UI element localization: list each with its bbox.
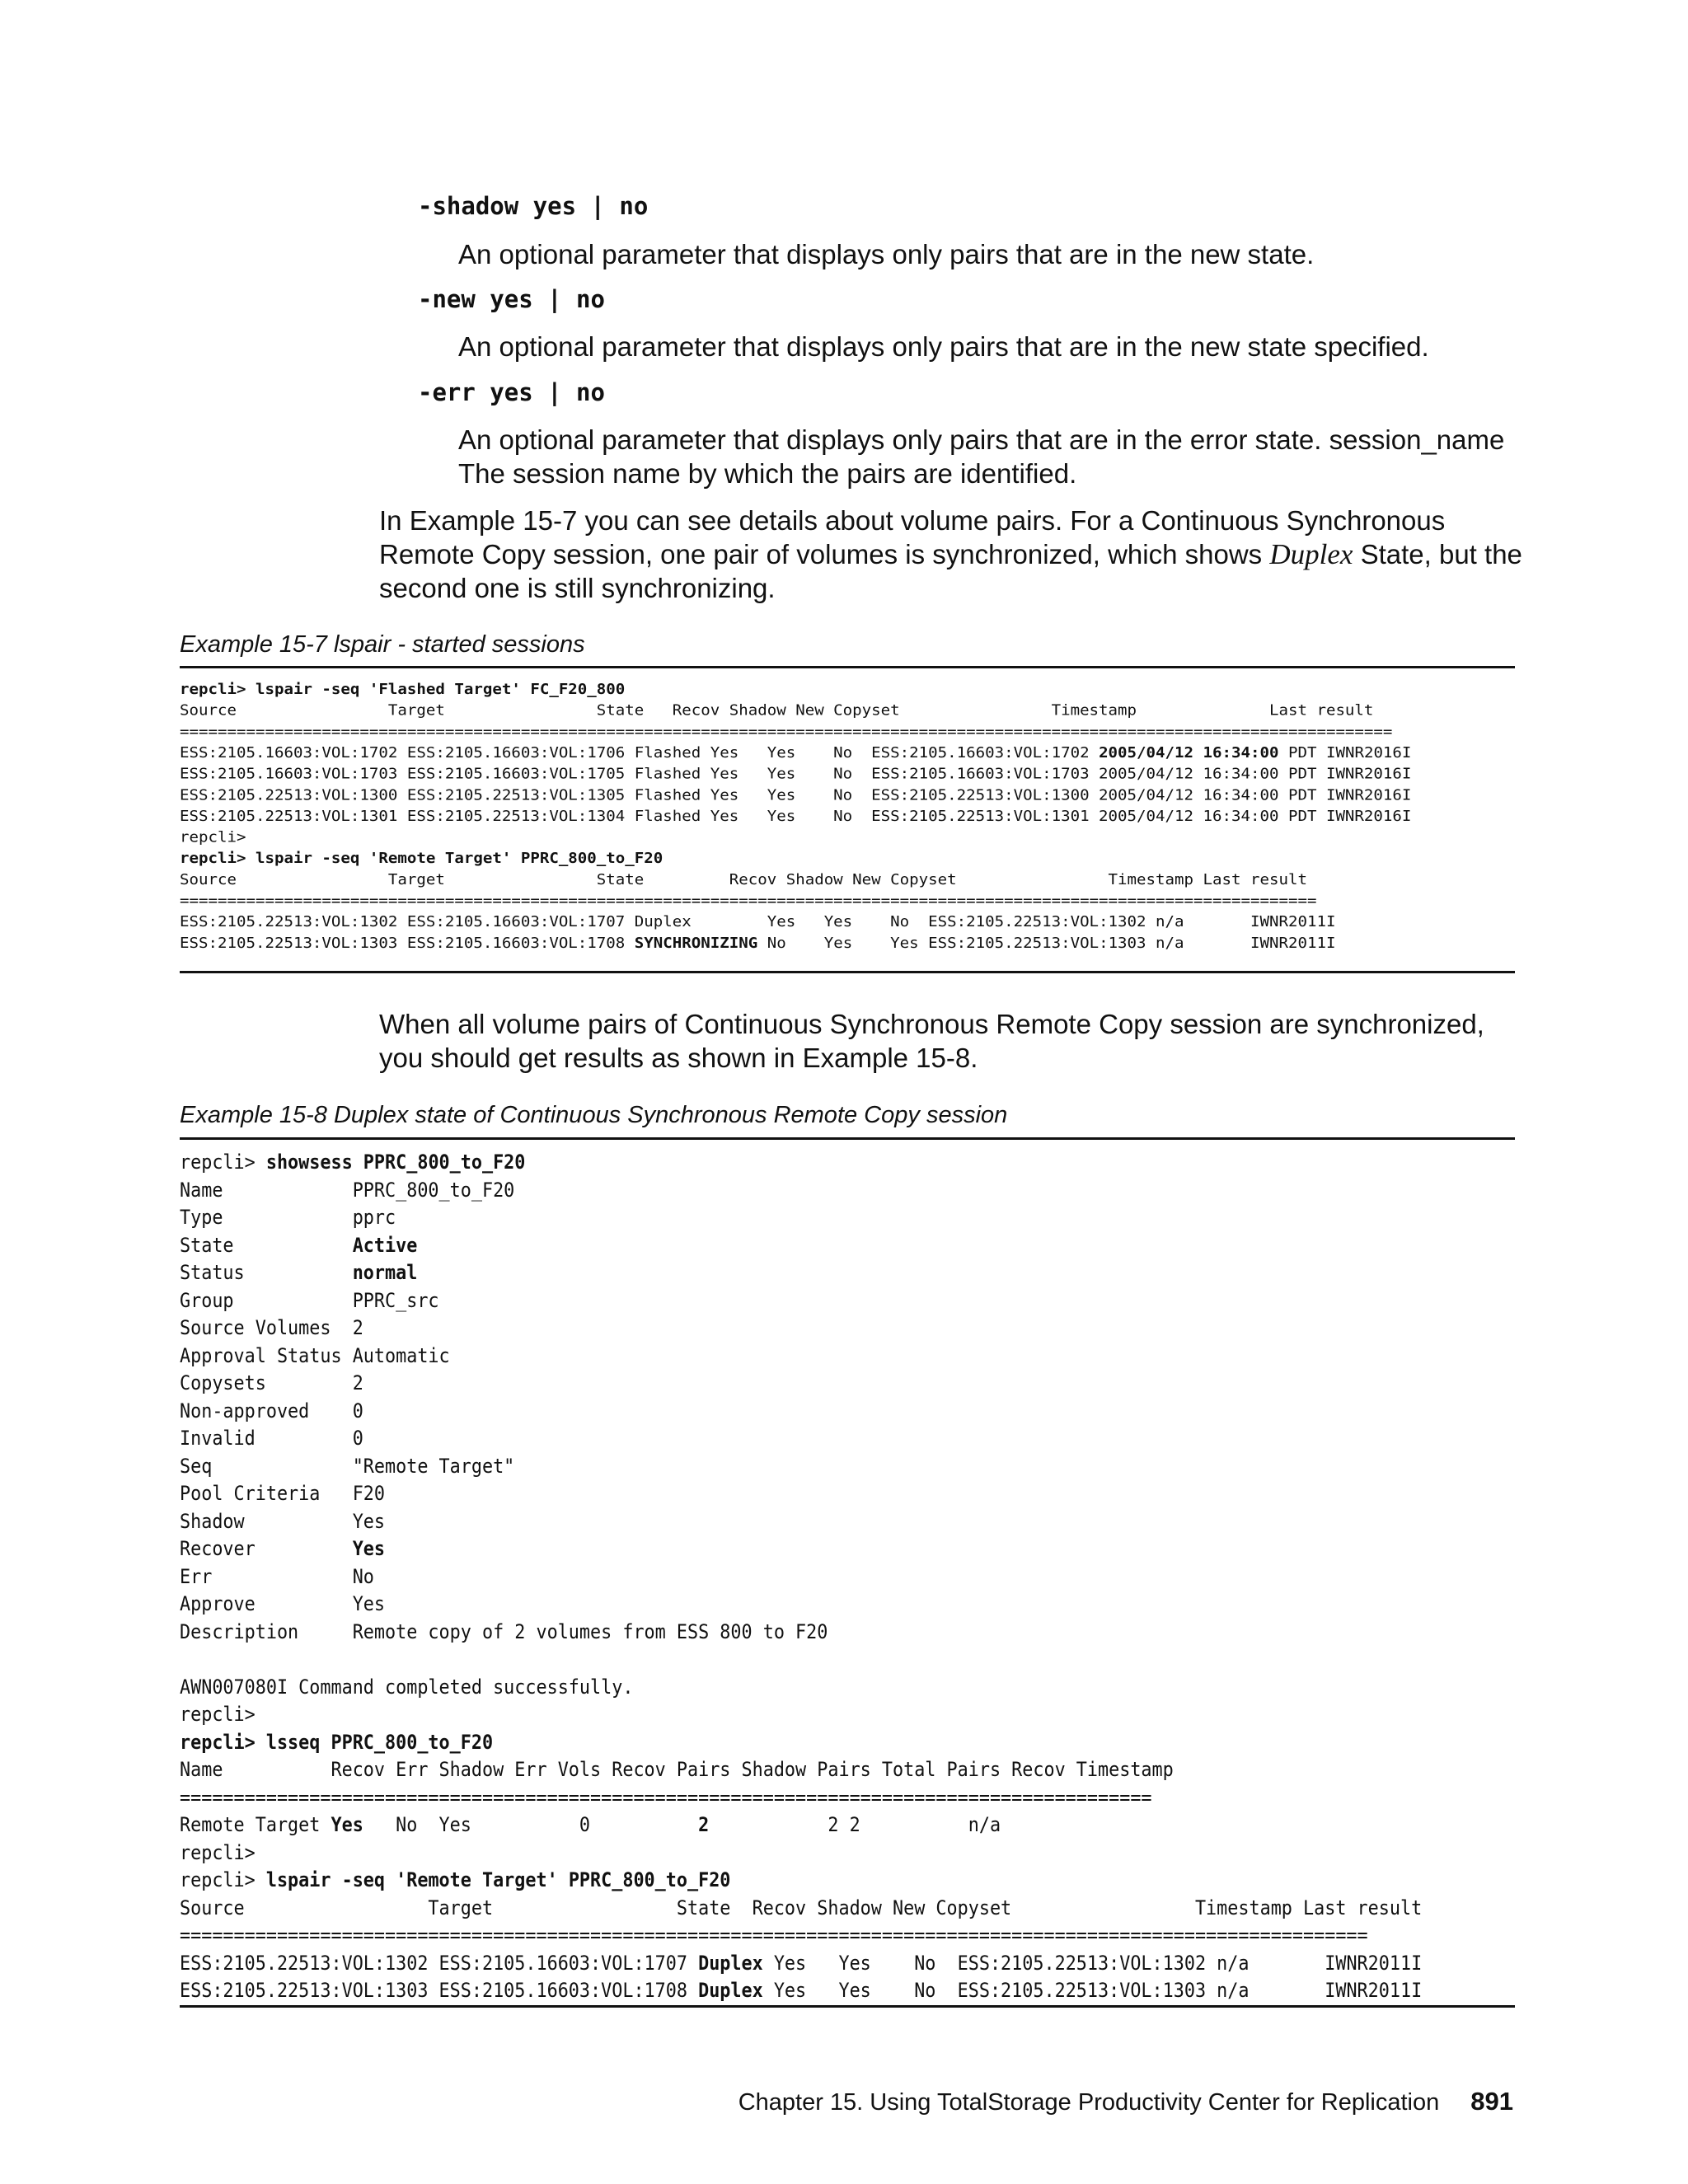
- code-line: [180, 1729, 1422, 1757]
- code-segment: State: [180, 1233, 353, 1257]
- code-segment: 2 2 n/a: [709, 1813, 1001, 1836]
- code-segment: Source Target State Recov Shadow New Copyset Timestamp Last result: [180, 1896, 1423, 1919]
- code-segment: Remote Target: [180, 1813, 331, 1836]
- code-segment: repcli>: [180, 1868, 266, 1891]
- page-number: 891: [1470, 2087, 1513, 2116]
- code-line: [180, 1315, 1422, 1343]
- code-line: [180, 1674, 1422, 1702]
- param-new-desc: An optional parameter that displays only pairs that are in the new state specified.: [458, 331, 1429, 362]
- intro-text-1: In Example 15-7 you can see details about volume pairs. For a Continuous Synchronous Remote Copy session, one pair of volumes is synchronized, which shows: [379, 505, 1446, 569]
- param-new-name: -new yes | no: [418, 285, 605, 313]
- code-segment: ==========================================================================================: [180, 1785, 1152, 1809]
- code-line: [180, 1370, 1422, 1398]
- intro-emphasis: Duplex: [1269, 538, 1353, 570]
- code-segment: ESS:2105.22513:VOL:1300 ESS:2105.22513:VOL:1305 Flashed Yes Yes No ESS:2105.22513:VOL:1300 2005/04/12 16:34:00 PDT IWNR2016I: [180, 785, 1412, 804]
- code-bold-segment: Yes: [331, 1813, 363, 1836]
- example-15-8-code: [180, 1149, 1422, 2005]
- code-bold-segment: Yes: [352, 1537, 386, 1560]
- code-bold-segment: Duplex: [698, 1951, 763, 1975]
- code-segment: ================================================================================================================================: [180, 722, 1393, 741]
- param-shadow-name: -shadow yes | no: [418, 192, 649, 220]
- code-segment: Source Target State Recov Shadow New Copyset Timestamp Last result: [180, 869, 1307, 888]
- code-line: [180, 1922, 1422, 1950]
- code-line: [180, 1840, 1422, 1868]
- code-line: [180, 1591, 1422, 1619]
- param-err-desc: An optional parameter that displays only pairs that are in the error state. session_name The session name by which the pairs are identified.: [458, 424, 1505, 489]
- param-shadow-desc: An optional parameter that displays only pairs that are in the new state.: [458, 239, 1315, 269]
- code-segment: Source Target State Recov Shadow New Copyset Timestamp Last result: [180, 701, 1374, 719]
- code-line: [180, 1895, 1422, 1923]
- code-line: [180, 1867, 1422, 1895]
- code-bold-segment: showsess PPRC_800_to_F20: [265, 1151, 526, 1174]
- code-segment: Group PPRC_src: [180, 1288, 439, 1312]
- code-line: [180, 1784, 1422, 1812]
- param-err-name: -err yes | no: [418, 378, 605, 406]
- code-line: [180, 890, 1411, 912]
- code-line: [180, 700, 1411, 721]
- example-15-7-code: [180, 678, 1411, 953]
- code-segment: Recover: [180, 1537, 353, 1560]
- code-line: [180, 1756, 1422, 1784]
- code-line: [180, 911, 1411, 932]
- code-segment: ESS:2105.22513:VOL:1303 ESS:2105.16603:VOL:1708: [180, 1979, 699, 2002]
- code-segment: Err No: [180, 1564, 374, 1588]
- code-segment: AWN007080I Command completed successfully.: [180, 1675, 634, 1699]
- code-segment: Name PPRC_800_to_F20: [180, 1178, 515, 1202]
- page-footer: [738, 2087, 1513, 2117]
- code-segment: Shadow Yes: [180, 1509, 386, 1533]
- code-bold-segment: SYNCHRONIZING: [634, 933, 758, 952]
- code-segment: Pool Criteria F20: [180, 1482, 386, 1505]
- code-segment: PDT IWNR2016I: [1278, 743, 1412, 762]
- example-15-7-bottom-rule: [180, 971, 1515, 973]
- intro-paragraph: [379, 504, 1533, 605]
- code-line: [180, 1811, 1422, 1840]
- code-segment: Name Recov Err Shadow Err Vols Recov Pairs Shadow Pairs Total Pairs Recov Timestamp: [180, 1758, 1174, 1781]
- code-segment: Copysets 2: [180, 1371, 363, 1394]
- code-segment: Yes Yes No ESS:2105.22513:VOL:1302 n/a IWNR2011I: [762, 1951, 1423, 1975]
- code-line: [180, 1259, 1422, 1287]
- middle-paragraph: When all volume pairs of Continuous Synchronous Remote Copy session are synchronized, you should get results as shown in Example 15-8.: [379, 1009, 1484, 1073]
- intro-text-2: State, but the second one is still synchronizing.: [379, 539, 1522, 603]
- example-15-7-top-rule: [180, 666, 1515, 668]
- code-line: [180, 1508, 1422, 1536]
- code-segment: ==============================================================================================================: [180, 1924, 1368, 1947]
- code-bold-segment: Duplex: [698, 1979, 763, 2002]
- code-line: [180, 1563, 1422, 1591]
- code-segment: Non-approved 0: [180, 1399, 363, 1422]
- code-bold-segment: lspair -seq 'Remote Target' PPRC_800_to_F20: [265, 1868, 731, 1891]
- code-segment: Approve Yes: [180, 1592, 386, 1615]
- code-line: [180, 763, 1411, 785]
- code-segment: repcli>: [180, 827, 246, 846]
- code-line: [180, 1232, 1422, 1260]
- code-line: [180, 1619, 1422, 1647]
- code-line: [180, 1149, 1422, 1177]
- code-bold-segment: repcli> lspair -seq 'Remote Target' PPRC_800_to_F20: [180, 849, 663, 867]
- code-line: [180, 1204, 1422, 1232]
- code-segment: ESS:2105.22513:VOL:1302 ESS:2105.16603:VOL:1707 Duplex Yes Yes No ESS:2105.22513:VOL:1302 n/a IWNR2011I: [180, 912, 1336, 930]
- code-bold-segment: Active: [352, 1233, 418, 1257]
- code-line: [180, 1701, 1422, 1729]
- code-segment: Source Volumes 2: [180, 1316, 363, 1339]
- code-bold-segment: normal: [352, 1261, 418, 1284]
- code-segment: Yes Yes No ESS:2105.22513:VOL:1303 n/a IWNR2011I: [762, 1979, 1423, 2002]
- code-segment: ESS:2105.22513:VOL:1301 ESS:2105.22513:VOL:1304 Flashed Yes Yes No ESS:2105.22513:VOL:1301 2005/04/12 16:34:00 PDT IWNR2016I: [180, 806, 1412, 825]
- code-line: [180, 827, 1411, 848]
- code-line: [180, 1398, 1422, 1426]
- code-bold-segment: repcli> lsseq PPRC_800_to_F20: [180, 1730, 494, 1754]
- code-line: [180, 1287, 1422, 1315]
- code-segment: repcli>: [180, 1151, 266, 1174]
- code-line: [180, 1977, 1422, 2005]
- code-bold-segment: 2: [698, 1813, 710, 1836]
- code-line: [180, 678, 1411, 700]
- code-line: [180, 742, 1411, 763]
- code-line: [180, 869, 1411, 890]
- code-line: [180, 1950, 1422, 1978]
- code-line: [180, 1177, 1422, 1205]
- code-segment: Invalid 0: [180, 1427, 363, 1450]
- example-15-8-bottom-rule: [180, 2005, 1515, 2008]
- code-bold-segment: 2005/04/12 16:34:00: [1099, 743, 1279, 762]
- code-segment: ESS:2105.22513:VOL:1302 ESS:2105.16603:VOL:1707: [180, 1951, 699, 1975]
- example-15-7-caption: Example 15-7 lspair - started sessions: [180, 631, 585, 658]
- code-bold-segment: repcli> lspair -seq 'Flashed Target' FC_F20_800: [180, 679, 626, 698]
- code-segment: Approval Status Automatic: [180, 1343, 450, 1367]
- code-line: [180, 1425, 1422, 1453]
- code-segment: ESS:2105.22513:VOL:1303 ESS:2105.16603:VOL:1708: [180, 933, 635, 952]
- code-segment: Seq "Remote Target": [180, 1454, 515, 1478]
- code-segment: ESS:2105.16603:VOL:1703 ESS:2105.16603:VOL:1705 Flashed Yes Yes No ESS:2105.16603:VOL:1703 2005/04/12 16:34:00 PDT IWNR2016I: [180, 764, 1412, 783]
- footer-chapter-title: Chapter 15. Using TotalStorage Productivity Center for Replication: [738, 2089, 1440, 2116]
- code-segment: ========================================================================================================================: [180, 891, 1317, 910]
- code-line: [180, 1343, 1422, 1371]
- code-segment: Status: [180, 1261, 353, 1284]
- code-segment: repcli>: [180, 1840, 256, 1864]
- code-line: [180, 1453, 1422, 1481]
- code-line: [180, 1646, 1422, 1674]
- code-segment: Type pprc: [180, 1206, 396, 1229]
- code-segment: No Yes Yes ESS:2105.22513:VOL:1303 n/a IWNR2011I: [757, 933, 1336, 952]
- code-line: [180, 784, 1411, 805]
- code-segment: ESS:2105.16603:VOL:1702 ESS:2105.16603:VOL:1706 Flashed Yes Yes No ESS:2105.16603:VOL:1702: [180, 743, 1100, 762]
- code-line: [180, 1535, 1422, 1563]
- code-segment: repcli>: [180, 1703, 256, 1726]
- code-line: [180, 720, 1411, 742]
- code-line: [180, 932, 1411, 954]
- example-15-8-caption: Example 15-8 Duplex state of Continuous Synchronous Remote Copy session: [180, 1102, 1008, 1128]
- example-15-8-top-rule: [180, 1137, 1515, 1140]
- code-line: [180, 847, 1411, 869]
- code-line: [180, 1480, 1422, 1508]
- code-line: [180, 805, 1411, 827]
- code-segment: No Yes 0: [363, 1813, 699, 1836]
- code-segment: Description Remote copy of 2 volumes from ESS 800 to F20: [180, 1619, 828, 1643]
